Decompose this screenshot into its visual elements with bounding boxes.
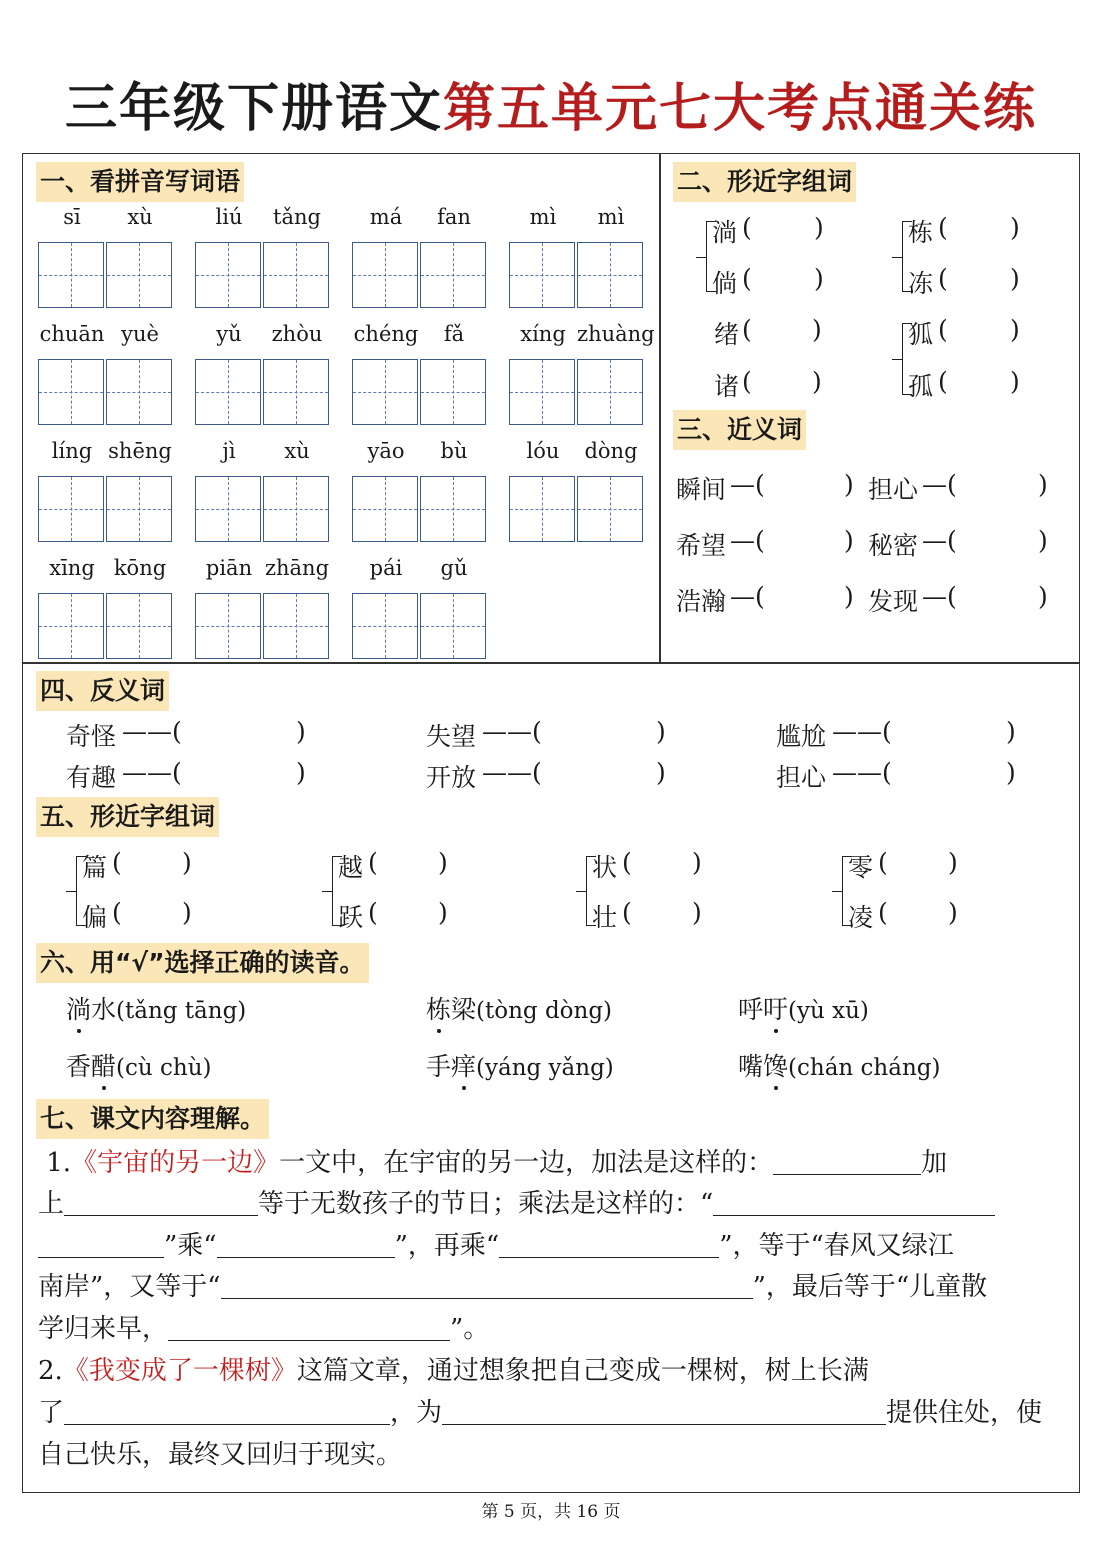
- writing-box[interactable]: [195, 476, 261, 542]
- word-cell: [195, 322, 331, 428]
- dotted-char: 痒: [451, 1047, 476, 1083]
- dotted-char: 醋: [91, 1047, 116, 1083]
- paren-close: ): [296, 758, 306, 787]
- word-label: 担心: [776, 763, 827, 792]
- paren-close: ): [1006, 717, 1016, 746]
- char-label: 偏: [82, 903, 108, 932]
- answer-slot[interactable]: [952, 367, 1012, 401]
- reading-item: [426, 1047, 614, 1083]
- pinyin-label: fan: [437, 205, 471, 229]
- divider-vertical: [659, 153, 661, 663]
- writing-box[interactable]: [352, 593, 418, 659]
- q1-blank-6[interactable]: [221, 1269, 753, 1299]
- paren-close: ): [814, 213, 824, 242]
- writing-box[interactable]: [195, 359, 261, 425]
- word-cell: [195, 205, 331, 311]
- word-label: 奇怪: [66, 722, 117, 751]
- q1-blank-2[interactable]: [64, 1186, 258, 1216]
- char-label: 诸: [714, 372, 740, 401]
- char-label: 零: [848, 853, 874, 882]
- q1-title: 《宇宙的另一边》: [71, 1148, 280, 1178]
- char-label: 倘: [712, 269, 738, 298]
- writing-box[interactable]: [352, 242, 418, 308]
- paren-open: (: [938, 213, 948, 242]
- brace-tick: [892, 257, 902, 258]
- q1-blank-3b[interactable]: [38, 1228, 164, 1258]
- writing-box[interactable]: [420, 359, 486, 425]
- char-label: 越: [338, 853, 364, 882]
- char-label: 栋: [908, 218, 934, 247]
- reading-item: [738, 990, 869, 1026]
- title-red: 第五单元七大考点通关练: [443, 79, 1038, 139]
- paren-close: ): [1038, 470, 1048, 499]
- paren-close: ): [844, 526, 854, 555]
- paren-close: ): [692, 898, 702, 927]
- paren-close: ): [656, 717, 666, 746]
- dash: ——(: [482, 717, 542, 746]
- paren-close: ): [948, 898, 958, 927]
- paren-open: (: [112, 898, 122, 927]
- answer-slot[interactable]: [892, 848, 952, 882]
- section3-heading: 三、近义词: [673, 410, 806, 450]
- answer-slot[interactable]: [636, 848, 696, 882]
- q1-blank-5[interactable]: [499, 1228, 719, 1258]
- word-label: 尴尬: [776, 722, 827, 751]
- answer-slot[interactable]: [382, 848, 442, 882]
- q1-text-k: ”。: [450, 1314, 490, 1344]
- page-footer: 第 5 页，共 16 页: [481, 1502, 621, 1522]
- divider-horizontal: [22, 662, 1080, 664]
- answer-slot[interactable]: [756, 213, 816, 247]
- char-label: 狐: [908, 320, 934, 349]
- writing-box[interactable]: [195, 242, 261, 308]
- word-label: 开放: [426, 763, 477, 792]
- q2-text-b: 了: [38, 1398, 65, 1428]
- pinyin-label: xīng: [49, 556, 95, 580]
- q1-text-i: ”，最后等于“儿童散: [752, 1272, 988, 1302]
- answer-slot[interactable]: [556, 717, 652, 751]
- writing-box[interactable]: [352, 476, 418, 542]
- pinyin-label: dòng: [584, 439, 638, 463]
- word-cell: [509, 322, 655, 428]
- pinyin-options[interactable]: (yù xū): [788, 998, 869, 1024]
- paren-close: ): [1010, 213, 1020, 242]
- q2-text-c: ，为: [390, 1398, 443, 1428]
- word-cell: [352, 556, 488, 662]
- dash: —(: [922, 582, 957, 611]
- pinyin-label: xù: [127, 205, 153, 229]
- brace-tick: [322, 891, 332, 892]
- paren-close: ): [656, 758, 666, 787]
- q1-text-c: 上: [38, 1189, 65, 1219]
- paren-close: ): [1010, 315, 1020, 344]
- brace-tick: [832, 891, 842, 892]
- paren-close: ): [182, 848, 192, 877]
- writing-box[interactable]: [509, 359, 575, 425]
- word-part: 水: [91, 995, 117, 1024]
- answer-slot[interactable]: [382, 898, 442, 932]
- page-title: [0, 66, 1102, 141]
- paren-close: ): [1010, 367, 1020, 396]
- paren-open: (: [938, 315, 948, 344]
- answer-slot[interactable]: [196, 717, 292, 751]
- answer-slot[interactable]: [768, 582, 838, 616]
- paren-open: (: [742, 264, 752, 293]
- q1-line4: [38, 1266, 987, 1308]
- char-label: 篇: [82, 853, 108, 882]
- answer-slot[interactable]: [768, 470, 838, 504]
- paren-close: ): [812, 315, 822, 344]
- char-label: 冻: [908, 269, 934, 298]
- answer-slot[interactable]: [960, 526, 1030, 560]
- paren-close: ): [296, 717, 306, 746]
- word-label: 希望: [676, 531, 727, 560]
- q1-line3: [38, 1225, 954, 1267]
- writing-box[interactable]: [420, 593, 486, 659]
- q2-number: 2.: [38, 1356, 63, 1386]
- paren-close: ): [812, 367, 822, 396]
- answer-slot[interactable]: [906, 758, 1002, 792]
- answer-slot[interactable]: [892, 898, 952, 932]
- writing-box[interactable]: [509, 242, 575, 308]
- q2-text-d: 提供住处，使: [886, 1398, 1043, 1428]
- char-label: 孤: [908, 372, 934, 401]
- dash: ——(: [832, 717, 892, 746]
- q2-blank-2[interactable]: [442, 1395, 886, 1425]
- paren-close: ): [438, 898, 448, 927]
- pinyin-label: sī: [63, 205, 81, 229]
- word-part: 香: [66, 1052, 92, 1081]
- paren-open: (: [878, 848, 888, 877]
- paren-open: (: [938, 367, 948, 396]
- q2-blank-1[interactable]: [64, 1395, 390, 1425]
- pinyin-label: líng: [51, 439, 93, 463]
- section5-heading: 五、形近字组词: [36, 797, 219, 837]
- pinyin-label: lóu: [526, 439, 560, 463]
- writing-box[interactable]: [195, 593, 261, 659]
- pinyin-label: pái: [369, 556, 403, 580]
- pinyin-label: yǔ: [216, 322, 242, 346]
- pinyin-label: yuè: [121, 322, 159, 346]
- pinyin-label: yāo: [367, 439, 405, 463]
- paren-open: (: [368, 848, 378, 877]
- q1-number: 1.: [46, 1148, 72, 1178]
- pinyin-options[interactable]: (chán cháng): [788, 1055, 941, 1081]
- paren-close: ): [844, 582, 854, 611]
- answer-slot[interactable]: [768, 526, 838, 560]
- paren-open: (: [742, 367, 752, 396]
- answer-slot[interactable]: [556, 758, 652, 792]
- answer-slot[interactable]: [756, 315, 810, 349]
- section4-heading: 四、反义词: [36, 671, 169, 711]
- writing-box[interactable]: [38, 593, 104, 659]
- writing-box[interactable]: [263, 359, 329, 425]
- writing-box[interactable]: [38, 359, 104, 425]
- pinyin-label: xíng: [520, 322, 566, 346]
- pinyin-options[interactable]: (tòng dòng): [476, 998, 613, 1024]
- writing-box[interactable]: [106, 593, 172, 659]
- writing-box[interactable]: [106, 242, 172, 308]
- paren-close: ): [692, 848, 702, 877]
- q2-text-e: 自己快乐，最终又回归于现实。: [38, 1440, 403, 1470]
- q2-line2: [38, 1392, 1042, 1434]
- answer-slot[interactable]: [960, 470, 1030, 504]
- answer-slot[interactable]: [756, 264, 816, 298]
- answer-slot[interactable]: [126, 848, 186, 882]
- answer-slot[interactable]: [636, 898, 696, 932]
- q2-text-a: 这篇文章，通过想象把自己变成一棵树，树上长满: [296, 1356, 869, 1386]
- word-cell: [38, 205, 174, 311]
- pinyin-label: shēng: [108, 439, 172, 463]
- dash: —(: [730, 582, 765, 611]
- pinyin-label: chuān: [39, 322, 105, 346]
- word-cell: [509, 439, 645, 545]
- pinyin-label: kōng: [113, 556, 167, 580]
- paren-open: (: [938, 264, 948, 293]
- paren-close: ): [948, 848, 958, 877]
- q1-text-a: 一文中，在宇宙的另一边，加法是这样的：: [279, 1148, 774, 1178]
- writing-box[interactable]: [352, 359, 418, 425]
- paren-open: (: [368, 898, 378, 927]
- dash: ——(: [122, 717, 182, 746]
- dotted-char: 馋: [763, 1047, 788, 1083]
- writing-box[interactable]: [577, 242, 643, 308]
- paren-close: ): [438, 848, 448, 877]
- q2-title: 《我变成了一棵树》: [62, 1356, 297, 1386]
- q1-text-f: ”，再乘“: [394, 1231, 500, 1261]
- dotted-char: 淌: [66, 990, 91, 1026]
- char-label: 状: [592, 853, 618, 882]
- answer-slot[interactable]: [952, 264, 1012, 298]
- char-label: 跃: [338, 903, 364, 932]
- pinyin-label: chéng: [353, 322, 419, 346]
- reading-item: [738, 1047, 940, 1083]
- paren-open: (: [622, 898, 632, 927]
- paren-open: (: [622, 848, 632, 877]
- brace-tick: [696, 257, 706, 258]
- word-part: 手: [426, 1052, 452, 1081]
- char-label: 淌: [712, 218, 738, 247]
- dash: —(: [730, 470, 765, 499]
- q2-line1: [38, 1350, 869, 1392]
- answer-slot[interactable]: [196, 758, 292, 792]
- word-cell: [38, 556, 174, 662]
- word-cell: [509, 205, 645, 311]
- char-label: 凌: [848, 903, 874, 932]
- writing-box[interactable]: [420, 242, 486, 308]
- dash: ——(: [122, 758, 182, 787]
- answer-slot[interactable]: [952, 213, 1012, 247]
- writing-box[interactable]: [509, 476, 575, 542]
- pinyin-label: gǔ: [440, 556, 468, 580]
- answer-slot[interactable]: [906, 717, 1002, 751]
- pinyin-label: zhāng: [264, 556, 330, 580]
- dash: —(: [730, 526, 765, 555]
- dotted-char: 栋: [426, 990, 451, 1026]
- pinyin-label: mì: [597, 205, 625, 229]
- paren-open: (: [112, 848, 122, 877]
- brace-tick: [66, 891, 76, 892]
- pinyin-label: jì: [222, 439, 236, 463]
- writing-box[interactable]: [106, 476, 172, 542]
- paren-close: ): [1010, 264, 1020, 293]
- word-label: 发现: [868, 587, 919, 616]
- char-label: 绪: [714, 320, 740, 349]
- word-label: 瞬间: [676, 475, 727, 504]
- writing-box[interactable]: [420, 476, 486, 542]
- title-black: 三年级下册语文: [64, 79, 443, 139]
- reading-item: [66, 1047, 212, 1083]
- writing-box[interactable]: [577, 476, 643, 542]
- writing-box[interactable]: [38, 242, 104, 308]
- word-cell: [38, 322, 174, 428]
- q1-text-b: 加: [921, 1148, 948, 1178]
- writing-box[interactable]: [263, 242, 329, 308]
- word-label: 担心: [868, 475, 919, 504]
- paren-close: ): [844, 470, 854, 499]
- paren-close: ): [182, 898, 192, 927]
- q1-text-d: 等于无数孩子的节日；乘法是这样的：“: [258, 1189, 714, 1219]
- paren-close: ): [1006, 758, 1016, 787]
- pinyin-label: má: [369, 205, 403, 229]
- word-part: 梁: [451, 995, 477, 1024]
- word-cell: [38, 439, 174, 545]
- q1-blank-1[interactable]: [773, 1145, 921, 1175]
- dash: ——(: [482, 758, 542, 787]
- pinyin-options[interactable]: (yáng yǎng): [476, 1055, 614, 1081]
- section1-heading: 一、看拼音写词语: [36, 162, 244, 202]
- pinyin-label: piān: [205, 556, 253, 580]
- pinyin-options[interactable]: (cù chù): [116, 1055, 212, 1081]
- q1-blank-7[interactable]: [168, 1311, 450, 1341]
- brace-tick: [576, 891, 586, 892]
- pinyin-label: tǎng: [273, 205, 321, 229]
- answer-slot[interactable]: [126, 898, 186, 932]
- pinyin-options[interactable]: (tǎng tāng): [116, 998, 247, 1024]
- q1-text-g: ”，等于“春风又绿江: [719, 1231, 954, 1261]
- word-part: 呼: [738, 995, 764, 1024]
- reading-item: [426, 990, 612, 1026]
- word-label: 有趣: [66, 763, 117, 792]
- paren-open: (: [742, 315, 752, 344]
- word-label: 秘密: [868, 531, 919, 560]
- writing-box[interactable]: [106, 359, 172, 425]
- writing-box[interactable]: [263, 476, 329, 542]
- q1-blank-3a[interactable]: [713, 1186, 995, 1216]
- q1-line1: [38, 1142, 947, 1184]
- dash: ——(: [832, 758, 892, 787]
- word-cell: [195, 439, 331, 545]
- section7-heading: 七、课文内容理解。: [36, 1099, 269, 1139]
- word-cell: [352, 322, 488, 428]
- q1-line5: [38, 1308, 489, 1350]
- dotted-char: 吁: [763, 990, 788, 1026]
- writing-box[interactable]: [577, 359, 643, 425]
- pinyin-label: bù: [440, 439, 468, 463]
- pinyin-label: fǎ: [443, 322, 465, 346]
- section6-heading: 六、用“√”选择正确的读音。: [36, 943, 369, 983]
- pinyin-label: liú: [215, 205, 243, 229]
- answer-slot[interactable]: [756, 367, 810, 401]
- word-cell: [352, 439, 488, 545]
- paren-close: ): [1038, 526, 1048, 555]
- pinyin-label: mì: [529, 205, 557, 229]
- answer-slot[interactable]: [952, 315, 1012, 349]
- writing-box[interactable]: [38, 476, 104, 542]
- word-label: 失望: [426, 722, 477, 751]
- q1-blank-4[interactable]: [217, 1228, 395, 1258]
- word-label: 浩瀚: [676, 587, 727, 616]
- pinyin-label: zhòu: [271, 322, 323, 346]
- q1-text-e: ”乘“: [164, 1231, 217, 1261]
- paren-close: ): [1038, 582, 1048, 611]
- dash: —(: [922, 526, 957, 555]
- paren-close: ): [814, 264, 824, 293]
- reading-item: [66, 990, 246, 1026]
- pinyin-label: zhuàng: [577, 322, 655, 346]
- pinyin-label: xù: [284, 439, 310, 463]
- char-label: 壮: [592, 903, 618, 932]
- q1-text-h: 南岸”，又等于“: [38, 1272, 221, 1302]
- word-cell: [195, 556, 331, 662]
- word-part: 嘴: [738, 1052, 764, 1081]
- answer-slot[interactable]: [960, 582, 1030, 616]
- q2-line3: [38, 1434, 402, 1476]
- writing-box[interactable]: [263, 593, 329, 659]
- section2-heading: 二、形近字组词: [673, 162, 856, 202]
- q1-text-j: 学归来早，: [38, 1314, 169, 1344]
- paren-open: (: [742, 213, 752, 242]
- paren-open: (: [878, 898, 888, 927]
- q1-line2: [38, 1183, 995, 1225]
- dash: —(: [922, 470, 957, 499]
- word-cell: [352, 205, 488, 311]
- brace-tick: [892, 359, 902, 360]
